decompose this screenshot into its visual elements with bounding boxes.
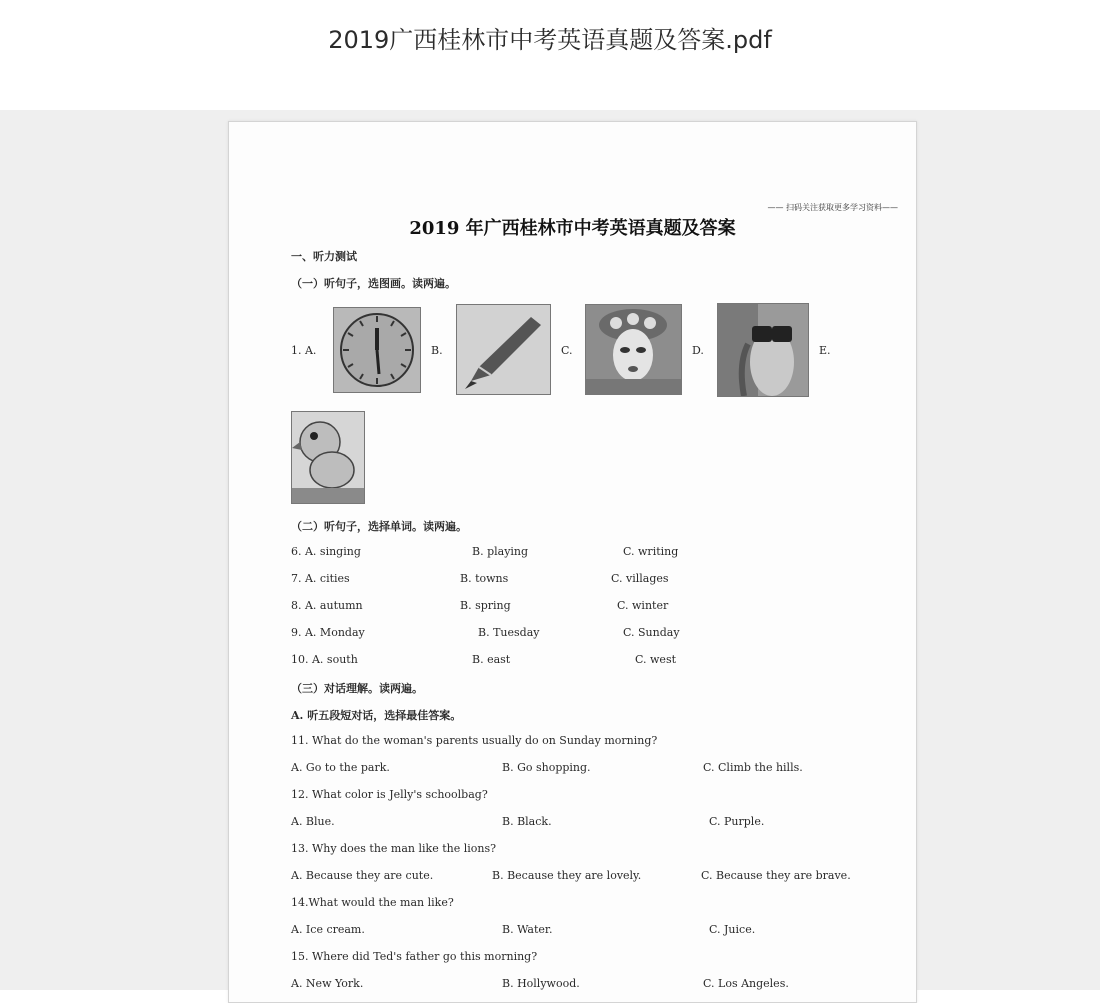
q1-label-d: D. bbox=[692, 344, 704, 357]
q7-option-a: 7. A. cities bbox=[291, 572, 350, 585]
q14-option-b: B. Water. bbox=[502, 923, 553, 936]
q1-label-a: 1. A. bbox=[291, 344, 317, 357]
q11-option-a: A. Go to the park. bbox=[291, 761, 390, 774]
q10-option-c: C. west bbox=[635, 653, 677, 666]
q14-option-a: A. Ice cream. bbox=[291, 923, 365, 936]
q13-option-c: C. Because they are brave. bbox=[701, 869, 851, 882]
q7-option-b: B. towns bbox=[460, 572, 509, 585]
q12-option-b: B. Black. bbox=[502, 815, 552, 828]
q8-option-b: B. spring bbox=[460, 599, 511, 612]
q15-option-a: A. New York. bbox=[291, 977, 364, 990]
paper-title: 2019 年广西桂林市中考英语真题及答案 bbox=[409, 218, 736, 239]
part-heading-2: （二）听句子，选择单词。读两遍。 bbox=[291, 520, 467, 533]
q8-option-c: C. winter bbox=[617, 599, 669, 612]
q11-option-c: C. Climb the hills. bbox=[703, 761, 803, 774]
q6-option-c: C. writing bbox=[623, 545, 679, 558]
part-heading-3: （三）对话理解。读两遍。 bbox=[291, 682, 423, 695]
header-note: —— 扫码关注获取更多学习资料—— bbox=[767, 203, 898, 212]
q15-option-b: B. Hollywood. bbox=[502, 977, 580, 990]
clock-picture bbox=[333, 307, 421, 393]
q14-option-c: C. Juice. bbox=[709, 923, 756, 936]
q1-label-c: C. bbox=[561, 344, 573, 357]
q9-option-c: C. Sunday bbox=[623, 626, 680, 639]
opera-mask-picture bbox=[585, 304, 682, 395]
chick-picture bbox=[291, 411, 365, 504]
title-bar bbox=[0, 0, 1100, 110]
q10-option-b: B. east bbox=[472, 653, 511, 666]
q9-option-a: 9. A. Monday bbox=[291, 626, 365, 639]
q6-option-b: B. playing bbox=[472, 545, 529, 558]
part-heading-1: （一）听句子，选图画。读两遍。 bbox=[291, 277, 456, 290]
q12-question: 12. What color is Jelly's schoolbag? bbox=[291, 788, 488, 801]
document-title: 2019广西桂林市中考英语真题及答案.pdf bbox=[328, 26, 772, 54]
q1-label-e: E. bbox=[819, 344, 831, 357]
q13-option-a: A. Because they are cute. bbox=[291, 869, 434, 882]
q15-question: 15. Where did Ted's father go this morning? bbox=[291, 950, 538, 963]
section-heading: 一、听力测试 bbox=[291, 250, 357, 263]
pdf-page bbox=[228, 121, 917, 1003]
q7-option-c: C. villages bbox=[611, 572, 669, 585]
q14-question: 14.What would the man like? bbox=[291, 896, 454, 909]
q12-option-a: A. Blue. bbox=[291, 815, 335, 828]
pen-picture bbox=[456, 304, 551, 395]
q13-question: 13. Why does the man like the lions? bbox=[291, 842, 496, 855]
part-heading-3a: A. 听五段短对话，选择最佳答案。 bbox=[291, 709, 462, 722]
q1-label-b: B. bbox=[431, 344, 443, 357]
binoculars-picture bbox=[717, 303, 809, 397]
q6-option-a: 6. A. singing bbox=[291, 545, 361, 558]
q11-option-b: B. Go shopping. bbox=[502, 761, 591, 774]
q13-option-b: B. Because they are lovely. bbox=[492, 869, 642, 882]
q12-option-c: C. Purple. bbox=[709, 815, 765, 828]
q10-option-a: 10. A. south bbox=[291, 653, 358, 666]
q9-option-b: B. Tuesday bbox=[478, 626, 540, 639]
q11-question: 11. What do the woman's parents usually do on Sunday morning? bbox=[291, 734, 658, 747]
q15-option-c: C. Los Angeles. bbox=[703, 977, 789, 990]
q8-option-a: 8. A. autumn bbox=[291, 599, 363, 612]
